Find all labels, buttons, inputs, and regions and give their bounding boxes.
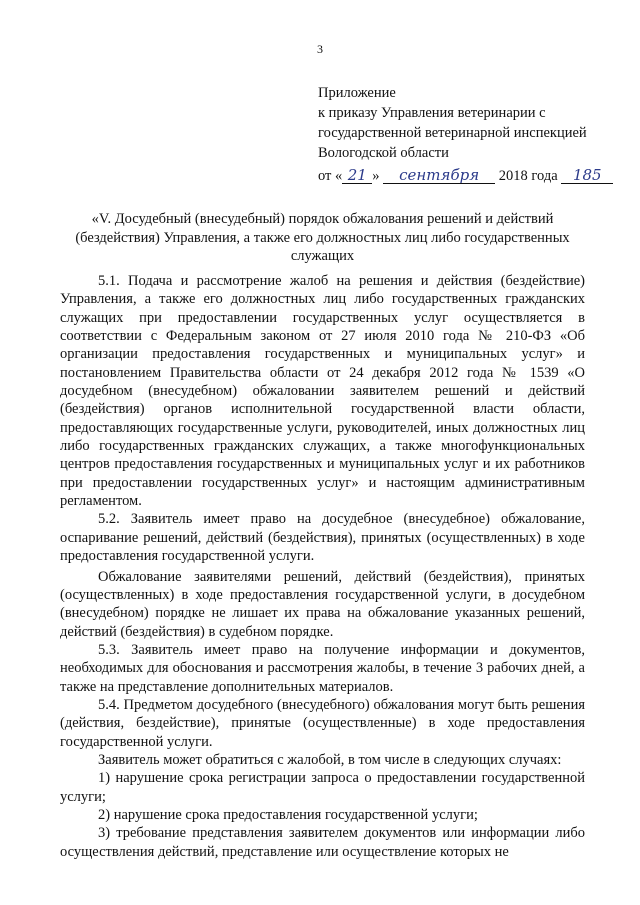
document-body [60,272,585,861]
date-prefix: от « [318,168,343,184]
handwritten-order-number: 185 [561,167,613,184]
list-item-2: 2) нарушение срока предоставления государственной услуги; [98,806,478,823]
appendix-header [318,83,628,186]
order-date-line [318,166,628,186]
paragraph-5-2: 5.2. Заявитель имеет право на досудебное (внесудебное) обжалование, оспаривание решений, действий (бездействия), принятых (осуществленных) в ходе предоставления государственной услуги. [60,511,585,565]
date-year: 2018 года [498,168,558,184]
paragraph-5-1: 5.1. Подача и рассмотрение жалоб на решения и действия (бездействие) Управления, а также его должностных лиц либо государственных гражданских служащих при предоставлении государственных услуг осуществляется в соответствии с Федеральным законом от 27 июля 2010 года № 210-ФЗ «Об организации предоставления государственных и муниципальных услуг» и постановлением Правительства области от 24 декабря 2012 года № 1539 «О досудебном (внесудебном) обжаловании заявителем решений и действий (бездействия) органов исполнительной государственной власти области, предоставляющих государственные услуги, руководителей, иных должностных лиц либо государственных гражданских служащих, а также многофункциональных центров предоставления государственных и муниципальных услуг и их работников при предоставлении государственных услуг» и настоящим административным регламентом. [60,273,585,510]
appendix-line-2: к приказу Управления ветеринарии с [318,105,546,121]
handwritten-day: 21 [342,167,372,184]
paragraph-appeal: Обжалование заявителями решений, действий (бездействия), принятых (осуществленных) в ходе предоставления государственной услуги, в досудебном (внесудебном) порядке не лишает их права на обжалование указанных решений, действий (бездействия) в судебном порядке. [60,568,585,640]
appendix-line-3: государственной ветеринарной инспекцией [318,125,587,141]
appendix-line-4: Вологодской области [318,145,449,161]
handwritten-month: сентября [383,167,495,184]
appendix-line-1: Приложение [318,85,396,101]
list-item-3: 3) требование представления заявителем документов или информации либо осуществления действий, представление или осуществление которых не [60,825,585,860]
paragraph-cases-intro: Заявитель может обратиться с жалобой, в том числе в следующих случаях: [98,751,562,768]
page-number: 3 [317,42,323,56]
date-mid: » [372,168,380,184]
paragraph-5-4: 5.4. Предметом досудебного (внесудебного) обжалования могут быть решения (действия, бездействие), принятые (осуществленные) в ходе предоставления государственной услуги. [60,696,585,750]
section-title: «V. Досудебный (внесудебный) порядок обжалования решений и действий (бездействия) Управления, а также его должностных лиц либо государственных служащих [75,211,570,264]
list-item-1: 1) нарушение срока регистрации запроса о предоставлении государственной услуги; [60,770,585,805]
paragraph-5-3: 5.3. Заявитель имеет право на получение информации и документов, необходимых для обоснования и рассмотрения жалобы, в течение 3 рабочих дней, а также на представление дополнительных материалов. [60,641,585,695]
